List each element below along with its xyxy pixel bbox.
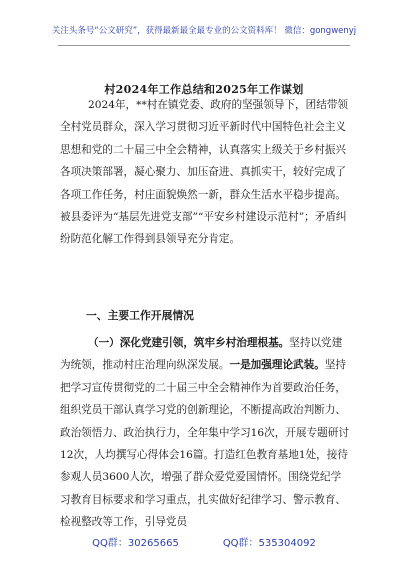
paragraph-text: 坚持以党建为统领，推动村庄治理向纵深发展。 <box>60 337 343 372</box>
paragraph-party-building <box>60 332 350 534</box>
footer-qq-group-2: QQ群：535304092 <box>222 538 316 549</box>
header-note: 关注头条号“公文研究”，获得最新最全最专业的公文资料库！ 微信：gongwenyj <box>51 26 357 36</box>
footer-qq-group-1: QQ群：30265665 <box>92 538 179 549</box>
paragraph-text: 坚持把学习宣传贯彻党的二十届三中全会精神作为首要政治任务，组织党员干部认真学习党的创新理论，不断提高政治判断力、政治领悟力、政治执行力，全年集中学习16次，开展专题研讨12次，人均撰写心得体会16篇。打造红色教育基地1处，接待参观人员3600人次，增强了群众爱党爱国情怀。围绕党纪学习教育目标要求和学习重点，扎实做好纪律学习、警示教育、检视整改等工作，引导党员 <box>60 359 349 529</box>
paragraph-subheading: 一是加强理论武装。 <box>229 359 325 372</box>
document-title: 村2024年工作总结和2025年工作谋划 <box>104 83 304 96</box>
footer-contacts <box>0 534 408 549</box>
paragraph-lead-heading: （一）深化党建引领，筑牢乡村治理根基。 <box>88 337 290 349</box>
intro-paragraph <box>60 94 350 251</box>
section-heading: 一、主要工作开展情况 <box>86 309 194 322</box>
header-divider <box>58 45 350 46</box>
intro-text: 2024年，**村在镇党委、政府的坚强领导下，团结带领全村党员群众，深入学习贯彻习近平新时代中国特色社会主义思想和党的二十届三中全会精神，认真落实上级关于乡村振兴各项决策部署，凝心聚力、加压奋进、真抓实干，较好完成了各项工作任务，村庄面貌焕然一新，群众生活水平稳步提高。被县委评为“基层先进党支部”“平安乡村建设示范村”；矛盾纠纷防范化解工作得到县领导充分肯定。 <box>60 99 349 246</box>
